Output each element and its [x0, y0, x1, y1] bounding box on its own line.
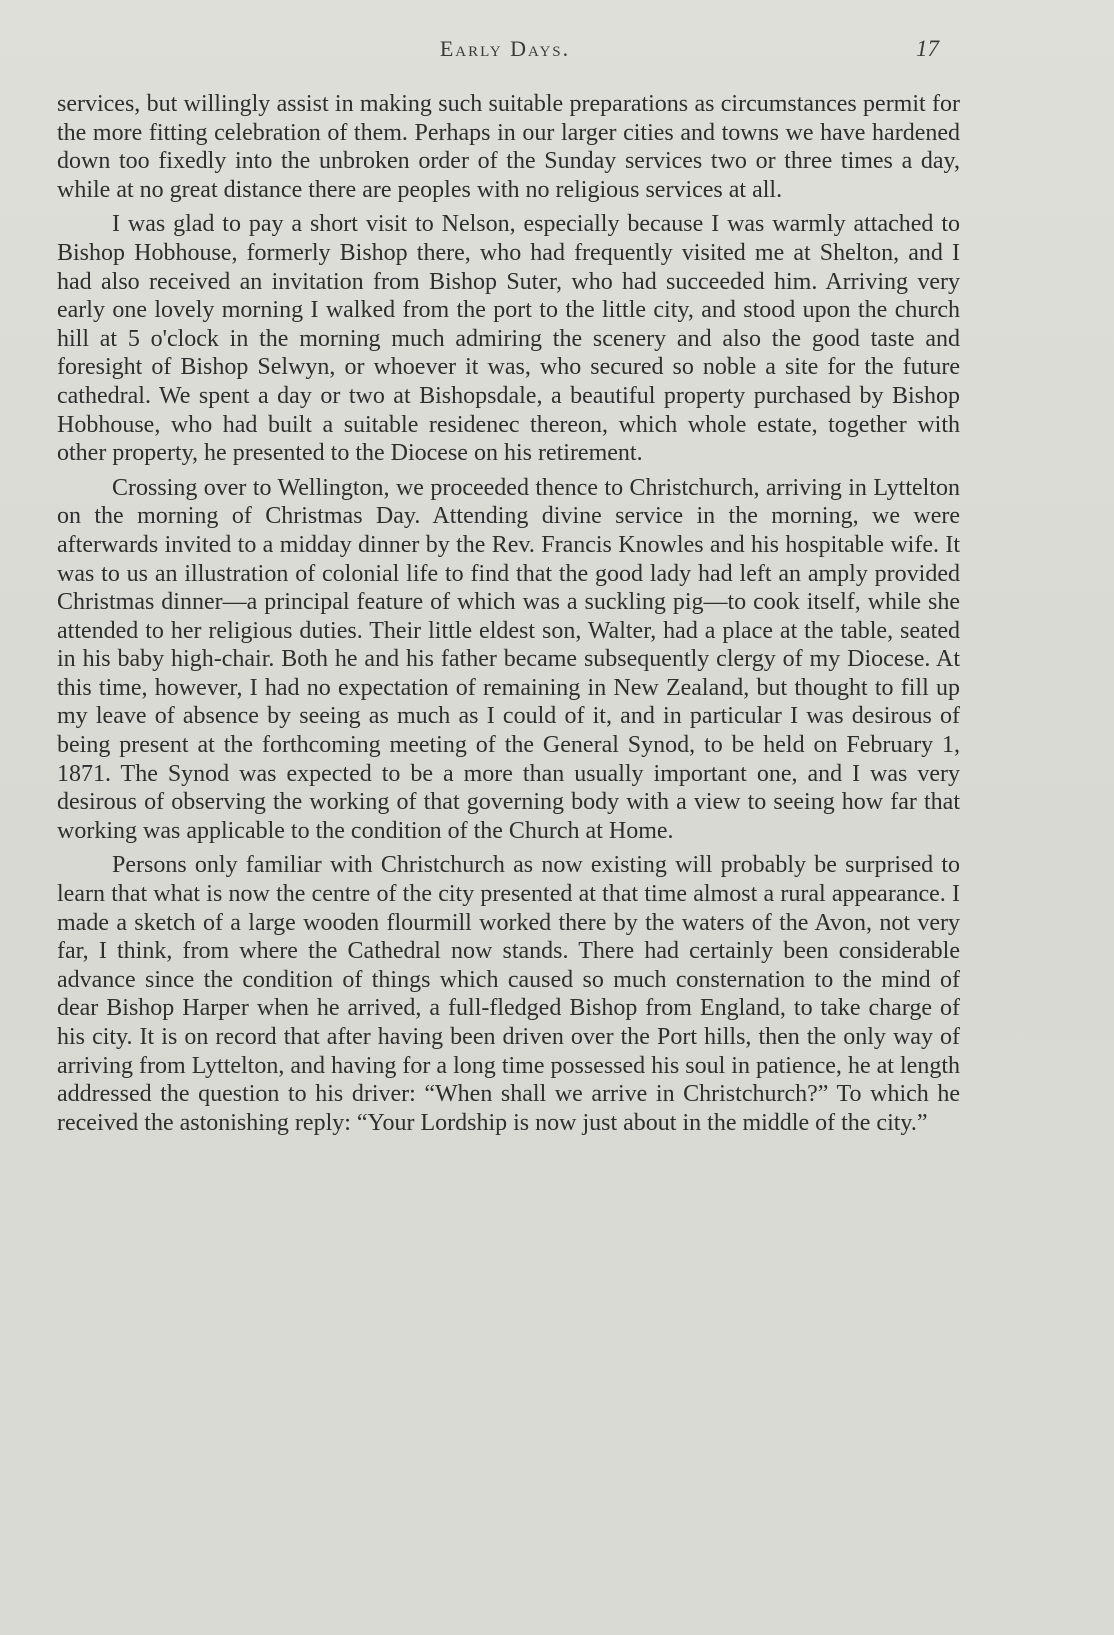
paragraph-1: services, but willingly assist in making such suitable preparations as circumstances permit for the more fitting celebration of them. Perhaps in our larger cities and towns we have hardened down too fixedly into the unbroken order of the Sunday services two or three times a day, while at no great distance there are peoples with no religious services at all. — [57, 91, 960, 203]
paragraph-2: I was glad to pay a short visit to Nelson, especially because I was warmly attached to Bishop Hobhouse, formerly Bishop there, who had frequently visited me at Shelton, and I had also received an invitation from Bishop Suter, who had succeeded him. Arriving very early one lovely morning I walked from the port to the little city, and stood upon the church hill at 5 o'clock in the morning much admiring the scenery and also the good taste and foresight of Bishop Selwyn, or whoever it was, who secured so noble a site for the future cathedral. We spent a day or two at Bishopsdale, a beautiful property purchased by Bishop Hobhouse, who had built a suitable residenec thereon, which whole estate, together with other property, he presented to the Diocese on his retirement. — [57, 211, 960, 467]
running-title: Early Days. — [439, 36, 571, 61]
paragraph-3: Crossing over to Wellington, we proceeded thence to Christchurch, arriving in Lyttelton on the morning of Christmas Day. Attending divine service in the morning, we were afterwards invited to a midday dinner by the Rev. Francis Knowles and his hospitable wife. It was to us an illustration of colonial life to find that the good lady had left an amply provided Christmas dinner—a principal feature of which was a suckling pig—to cook itself, while she attended to her religious duties. Their little eldest son, Walter, had a place at the table, seated in his baby high-chair. Both he and his father became subsequently clergy of my Diocese. At this time, however, I had no expectation of remaining in New Zealand, but thought to fill up my leave of absence by seeing as much as I could of it, and in particular I was desirous of being present at the forthcoming meeting of the General Synod, to be held on February 1, 1871. The Synod was expected to be a more than usually important one, and I was very desirous of observing the working of that governing body with a view to seeing how far that working was applicable to the condition of the Church at Home. — [57, 474, 960, 844]
page-number: 17 — [916, 36, 939, 61]
body-text — [57, 90, 960, 1143]
running-head — [0, 36, 1114, 66]
paragraph-4: Persons only familiar with Christchurch as now existing will probably be surprised to learn that what is now the centre of the city presented at that time almost a rural appearance. I made a sketch of a large wooden flourmill worked there by the waters of the Avon, not very far, I think, from where the Cathedral now stands. There had certainly been considerable advance since the condition of things which caused so much consternation to the mind of dear Bishop Harper when he arrived, a full-fledged Bishop from England, to take charge of his city. It is on record that after having been driven over the Port hills, then the only way of arriving from Lyttelton, and having for a long time possessed his soul in patience, he at length addressed the question to his driver: “When shall we arrive in Christchurch?” To which he received the astonishing reply: “Your Lordship is now just about in the middle of the city.” — [57, 852, 960, 1136]
